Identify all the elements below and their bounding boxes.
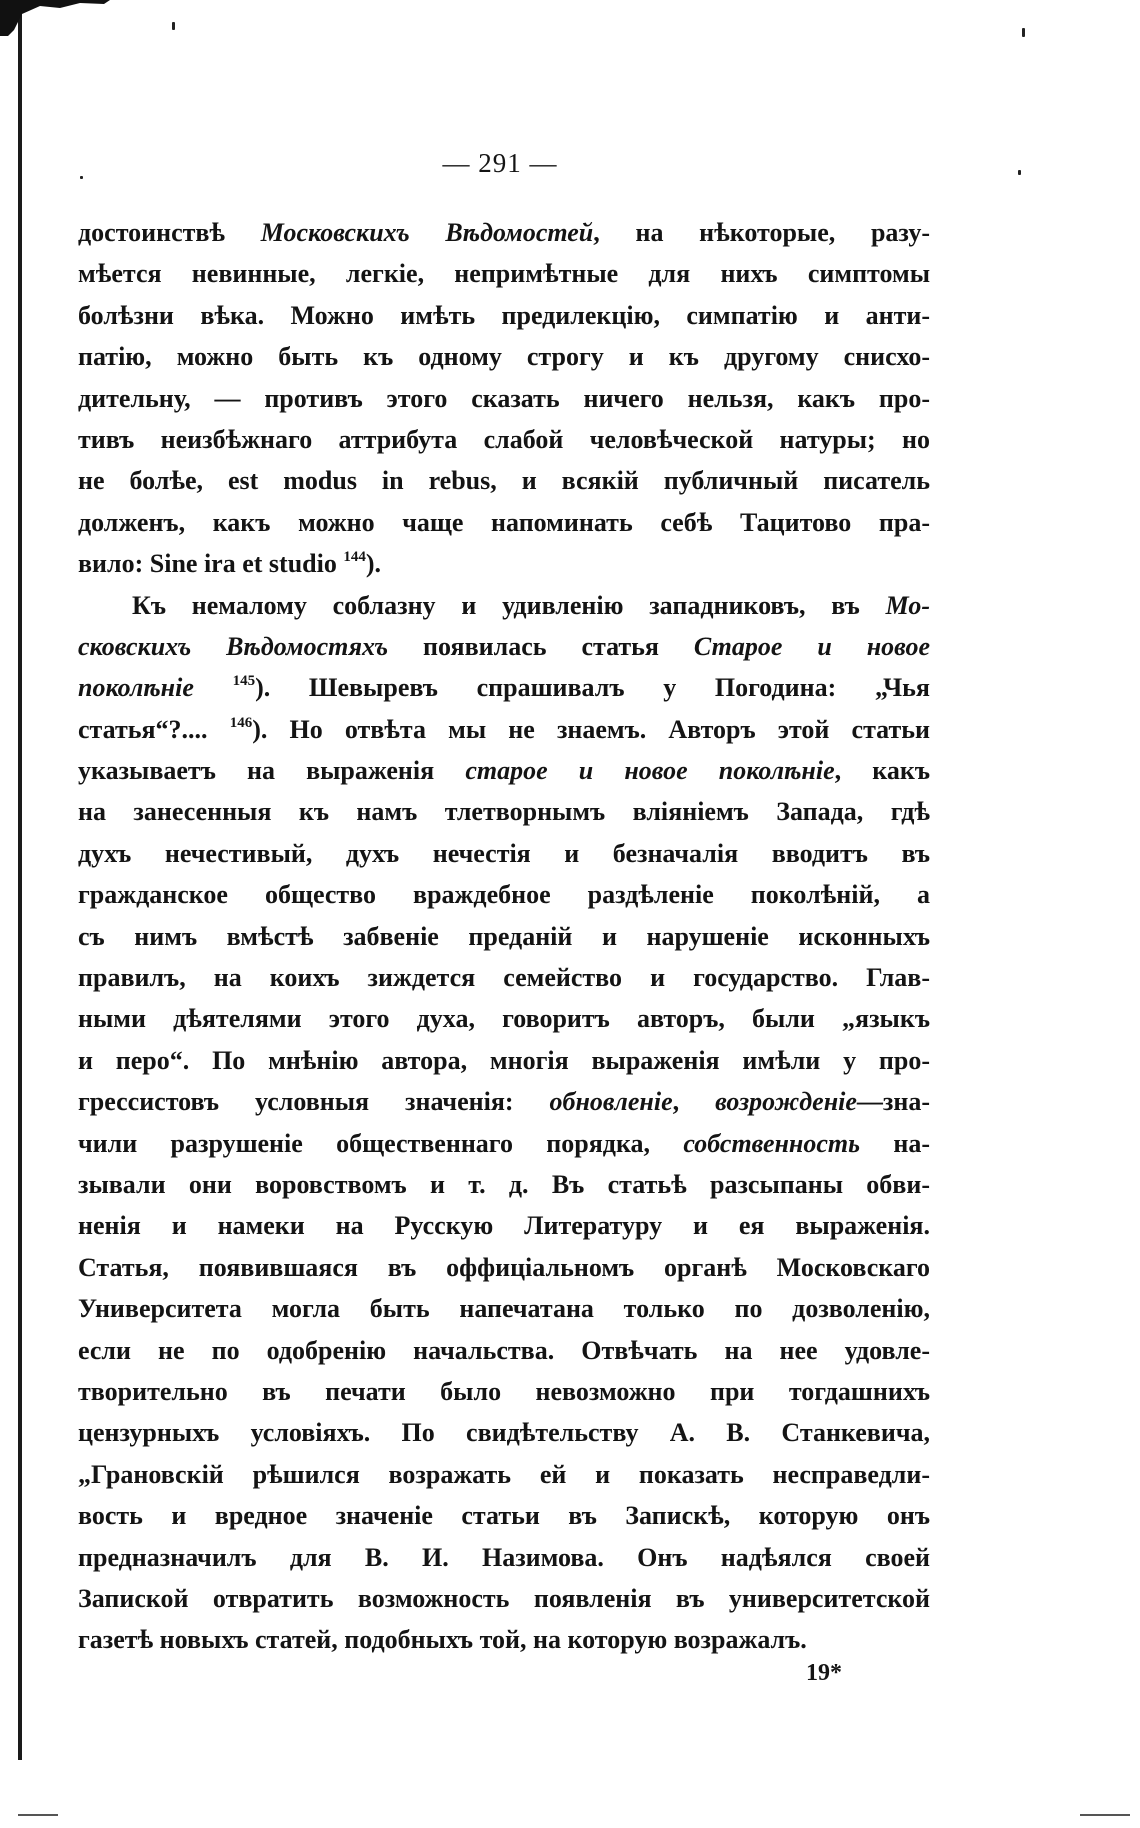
scan-corner-mark bbox=[0, 0, 120, 36]
text-run: —зна- bbox=[856, 1087, 930, 1117]
text-run: ненія и намеки на Русскую Литературу и ея выраженія. bbox=[78, 1211, 930, 1241]
text-line bbox=[78, 1537, 930, 1578]
text-run: мѣется невинные, легкіе, непримѣтные для нихъ симптомы bbox=[78, 259, 930, 289]
footnote-ref: 144 bbox=[343, 549, 366, 566]
text-run: статья“?.... bbox=[78, 714, 230, 744]
text-run: цензурныхъ условіяхъ. По свидѣтельству А. В. Станкевича, bbox=[78, 1418, 930, 1448]
text-run: и перо“. По мнѣнію автора, многія выраженія имѣли у про- bbox=[78, 1045, 930, 1075]
text-line bbox=[78, 1123, 930, 1164]
italic-run: возрожденіе bbox=[715, 1087, 857, 1117]
italic-run: старое и новое поколѣніе bbox=[465, 756, 835, 786]
text-run: достоинствѣ bbox=[78, 218, 261, 247]
text-line bbox=[78, 916, 930, 957]
text-line bbox=[78, 1330, 930, 1371]
text-line bbox=[78, 957, 930, 998]
text-run: появилась статья bbox=[388, 631, 694, 661]
text-line bbox=[78, 378, 930, 419]
italic-run: Старое и новое bbox=[693, 631, 930, 661]
scan-speck bbox=[1022, 28, 1025, 37]
italic-run: Московскихъ Вѣдомостей bbox=[260, 218, 594, 247]
text-line bbox=[78, 212, 930, 253]
text-line bbox=[78, 1495, 930, 1536]
text-line bbox=[78, 1578, 930, 1619]
text-run: патію, можно быть къ одному строгу и къ другому снисхо- bbox=[78, 342, 930, 372]
text-line bbox=[78, 1371, 930, 1412]
text-run bbox=[194, 673, 233, 702]
italic-run: Мо- bbox=[885, 590, 930, 620]
footnote-ref: 145 bbox=[232, 673, 256, 690]
text-run: правилъ, на коихъ зиждется семейство и государство. Глав- bbox=[78, 963, 930, 993]
text-line bbox=[78, 543, 930, 584]
signature-mark: 19* bbox=[806, 1660, 842, 1686]
text-run: тивъ неизбѣжнаго аттрибута слабой человѣческой натуры; но bbox=[78, 424, 930, 454]
text-run: дительну, — противъ этого сказать ничего нельзя, какъ про- bbox=[78, 383, 930, 413]
text-line bbox=[78, 709, 930, 750]
text-line bbox=[78, 336, 930, 377]
scan-line bbox=[1080, 1814, 1130, 1816]
text-run: творительно въ печати было невозможно при тогдашнихъ bbox=[78, 1376, 930, 1406]
text-line bbox=[78, 1288, 930, 1329]
text-line bbox=[78, 874, 930, 915]
text-line bbox=[78, 295, 930, 336]
text-line bbox=[78, 460, 930, 501]
text-line bbox=[78, 585, 930, 626]
text-run: на занесенныя къ намъ тлетворнымъ вліяніемъ Запада, гдѣ bbox=[78, 797, 930, 827]
text-run: чили разрушеніе общественнаго порядка, bbox=[78, 1128, 684, 1158]
text-run: „Грановскій рѣшился возражать ей и показать несправедли- bbox=[78, 1459, 930, 1489]
text-line bbox=[78, 1412, 930, 1453]
scan-line bbox=[18, 1814, 58, 1816]
text-run: , bbox=[672, 1087, 716, 1117]
text-run: духъ нечестивый, духъ нечестія и безначалія вводитъ въ bbox=[78, 838, 930, 868]
italic-run: сковскихъ Вѣдомостяхъ bbox=[78, 631, 389, 661]
text-run: на- bbox=[860, 1128, 931, 1158]
text-run: указываетъ на выраженія bbox=[78, 756, 466, 786]
text-line bbox=[78, 1205, 930, 1246]
text-line bbox=[78, 750, 930, 791]
text-run: , на нѣкоторые, разу- bbox=[593, 218, 930, 247]
italic-run: поколѣніе bbox=[78, 673, 194, 703]
text-run: грессистовъ условныя значенія: bbox=[78, 1087, 550, 1117]
text-line bbox=[78, 253, 930, 294]
text-run: ными дѣятелями этого духа, говоритъ авторъ, были „языкъ bbox=[78, 1004, 930, 1034]
text-run: Къ немалому соблазну и удивленію западниковъ, въ bbox=[132, 590, 886, 620]
text-run: , какъ bbox=[834, 756, 930, 786]
scan-edge bbox=[18, 0, 22, 1760]
text-line bbox=[78, 833, 930, 874]
text-run: гражданское общество враждебное раздѣленіе поколѣній, а bbox=[78, 880, 930, 910]
text-line bbox=[78, 502, 930, 543]
text-run: газетѣ новыхъ статей, подобныхъ той, на которую возражалъ. bbox=[78, 1625, 807, 1655]
text-run: не болѣе, est modus in rebus, и всякій публичный писатель bbox=[78, 466, 930, 496]
text-line bbox=[78, 626, 930, 667]
text-line bbox=[78, 791, 930, 832]
text-line bbox=[78, 1040, 930, 1081]
text-run: Запиской отвратить возможность появленія въ университетской bbox=[78, 1583, 930, 1613]
text-run: ). Но отвѣта мы не знаемъ. Авторъ этой статьи bbox=[252, 714, 930, 744]
scan-speck bbox=[1018, 170, 1021, 175]
text-line bbox=[78, 1619, 930, 1660]
text-run: зывали они воровствомъ и т. д. Въ статьѣ разсыпаны обви- bbox=[78, 1169, 930, 1199]
text-line bbox=[78, 419, 930, 460]
italic-run: обновленіе bbox=[549, 1087, 673, 1117]
text-run: Статья, появившаяся въ оффиціальномъ органѣ Московскаго bbox=[78, 1252, 930, 1282]
text-line bbox=[78, 998, 930, 1039]
text-line bbox=[78, 1454, 930, 1495]
italic-run: собственность bbox=[683, 1128, 861, 1158]
text-line bbox=[78, 1247, 930, 1288]
text-line bbox=[78, 1081, 930, 1122]
page-number: — 291 — bbox=[442, 148, 558, 178]
text-run: болѣзни вѣка. Можно имѣть предилекцію, симпатію и анти- bbox=[78, 300, 930, 330]
text-run: съ нимъ вмѣстѣ забвеніе преданій и нарушеніе исконныхъ bbox=[78, 921, 930, 951]
scan-speck bbox=[172, 22, 175, 30]
text-run: ). Шевыревъ спрашивалъ у Погодина: „Чья bbox=[255, 673, 930, 703]
footnote-ref: 146 bbox=[229, 714, 253, 731]
text-line bbox=[78, 667, 930, 708]
text-run: вость и вредное значеніе статьи въ Запискѣ, которую онъ bbox=[78, 1501, 930, 1531]
text-run: вило: Sine ira et studio bbox=[78, 549, 344, 579]
text-line bbox=[78, 1164, 930, 1205]
text-run: долженъ, какъ можно чаще напоминать себѣ Тацитово пра- bbox=[78, 507, 930, 537]
body-text bbox=[78, 212, 930, 1661]
text-run: ). bbox=[365, 549, 382, 579]
text-run: Университета могла быть напечатана только по дозволенію, bbox=[78, 1294, 930, 1324]
text-run: предназначилъ для В. И. Назимова. Онъ надѣялся своей bbox=[78, 1542, 930, 1572]
text-run: если не по одобренію начальства. Отвѣчать на нее удовле- bbox=[78, 1335, 930, 1365]
